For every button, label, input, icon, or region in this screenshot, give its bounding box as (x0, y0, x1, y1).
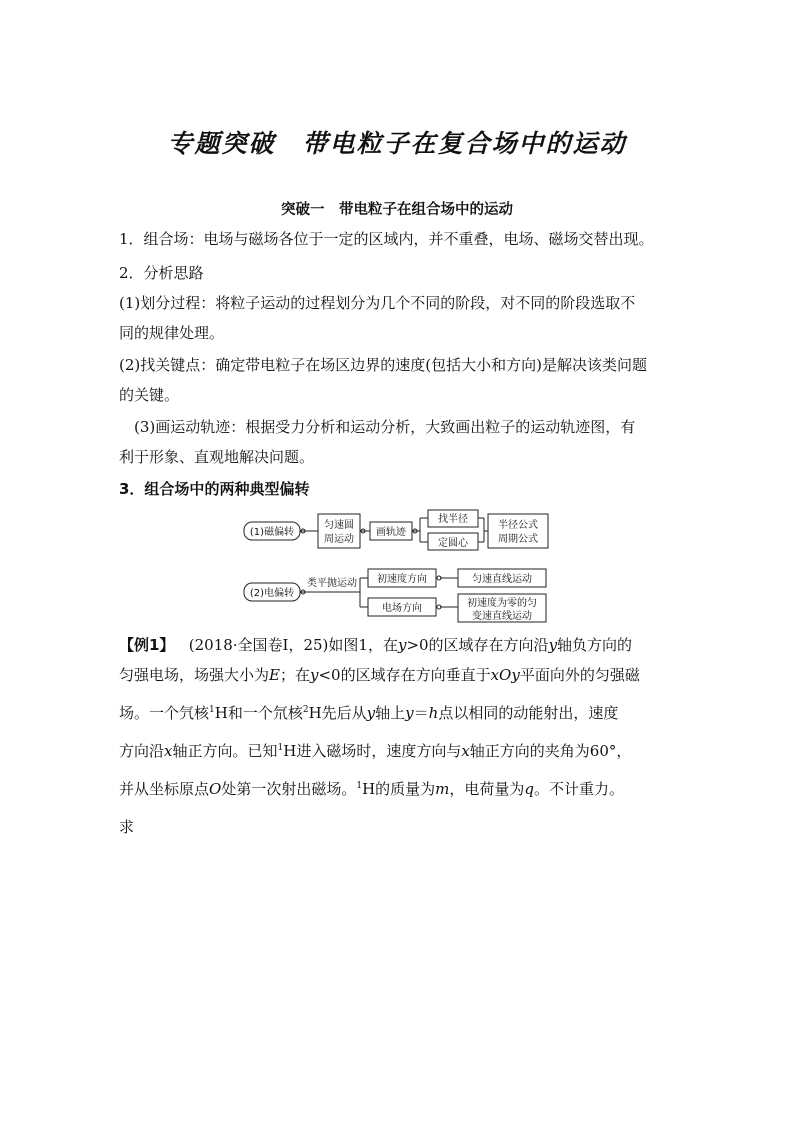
example-text: 轴正方向。已知 (172, 742, 278, 760)
field-dir-label: 电场方向 (382, 603, 422, 614)
var-E: E (269, 666, 280, 684)
deflection-diagram (240, 506, 570, 626)
paragraph-trajectory-2: 利于形象、直观地解决问题。 (119, 448, 315, 466)
example-text: (2018·全国卷Ⅰ，25)如图1，在 (188, 636, 398, 654)
fix-center-label: 定圆心 (438, 538, 468, 549)
paragraph-analysis-heading: 2．分析思路 (119, 264, 204, 282)
example-line-2 (119, 664, 640, 685)
paragraph-key-points-2: 的关键。 (119, 386, 180, 404)
var-y: y (366, 704, 376, 722)
example-line-5 (119, 778, 624, 799)
example-text: ，电荷量为 (449, 780, 525, 798)
var-m: m (435, 780, 450, 798)
var-y: y (397, 636, 407, 654)
var-y: y (405, 704, 414, 722)
section-heading: 突破一 带电粒子在组合场中的运动 (281, 202, 513, 218)
var-x: x (164, 742, 173, 760)
formula-label-2: 周期公式 (498, 534, 538, 545)
example-text: 轴正方向的夹角为60°， (469, 742, 632, 760)
example-text: <0的区域存在方向垂直于 (318, 666, 491, 684)
uniform-line-label: 匀速直线运动 (472, 574, 532, 585)
example-text: H的质量为 (362, 780, 436, 798)
var-y: y (309, 666, 319, 684)
draw-track-label: 画轨迹 (376, 527, 406, 538)
superscript: 1 (356, 781, 363, 791)
example-line-4 (119, 740, 631, 761)
magnetic-label: (1)磁偏转 (249, 527, 295, 538)
page-title: 专题突破 带电粒子在复合场中的运动 (167, 129, 627, 158)
example-line-1 (119, 634, 632, 655)
superscript: 2 (302, 705, 309, 715)
example-text: H进入磁场时，速度方向与 (283, 742, 462, 760)
electric-label: (2)电偏转 (249, 588, 295, 599)
example-line-6: 求 (119, 818, 135, 836)
projectile-label: 类平抛运动 (307, 578, 357, 589)
var-y: y (548, 636, 558, 654)
example-text: 场。一个氕核 (119, 704, 210, 722)
var-x: x (461, 742, 470, 760)
example-text: 方向沿 (119, 742, 165, 760)
var-O: O (209, 780, 222, 798)
paragraph-deflection-heading: 3．组合场中的两种典型偏转 (119, 480, 310, 498)
example-text: 并从坐标原点 (119, 780, 210, 798)
example-line-3 (119, 702, 618, 723)
var-xOy: xOy (490, 666, 520, 684)
formula-label-1: 半径公式 (498, 520, 538, 531)
uniform-circle-label-1: 匀速圆 (324, 520, 354, 531)
var-q: q (524, 780, 535, 798)
example-text: ；在 (279, 666, 310, 684)
example-text: >0的区域存在方向沿 (406, 636, 549, 654)
example-text: 平面向外的匀强磁 (519, 666, 640, 684)
uniform-circle-label-2: 周运动 (324, 534, 354, 545)
example-text: 。不计重力。 (534, 780, 625, 798)
accel-label-2: 变速直线运动 (472, 611, 532, 622)
var-h: h (428, 704, 439, 722)
paragraph-divide-process-2: 同的规律处理。 (119, 324, 225, 342)
example-text: ＝ (413, 704, 429, 722)
paragraph-divide-process-1: (1)划分过程：将粒子运动的过程划分为几个不同的阶段，对不同的阶段选取不 (119, 294, 636, 312)
accel-label-1: 初速度为零的匀 (467, 598, 537, 609)
example-text: 匀强电场，场强大小为 (119, 666, 270, 684)
init-dir-label: 初速度方向 (377, 574, 427, 585)
example-text: 处第一次射出磁场。 (221, 780, 357, 798)
paragraph-trajectory-1: (3)画运动轨迹：根据受力分析和运动分析，大致画出粒子的运动轨迹图，有 (134, 418, 636, 436)
example-label: 【例1】 (119, 636, 175, 654)
example-text: H先后从 (308, 704, 367, 722)
example-text: 点以相同的动能射出，速度 (438, 704, 619, 722)
example-text: 轴负方向的 (557, 636, 633, 654)
example-text: H和一个氘核 (214, 704, 303, 722)
paragraph-combined-field: 1．组合场：电场与磁场各位于一定的区域内，并不重叠，电场、磁场交替出现。 (119, 230, 654, 248)
example-text: 轴上 (375, 704, 406, 722)
superscript: 1 (209, 705, 215, 715)
paragraph-key-points-1: (2)找关键点：确定带电粒子在场区边界的速度(包括大小和方向)是解决该类问题 (119, 356, 647, 374)
find-radius-label: 找半径 (438, 514, 468, 525)
superscript: 1 (277, 743, 284, 753)
